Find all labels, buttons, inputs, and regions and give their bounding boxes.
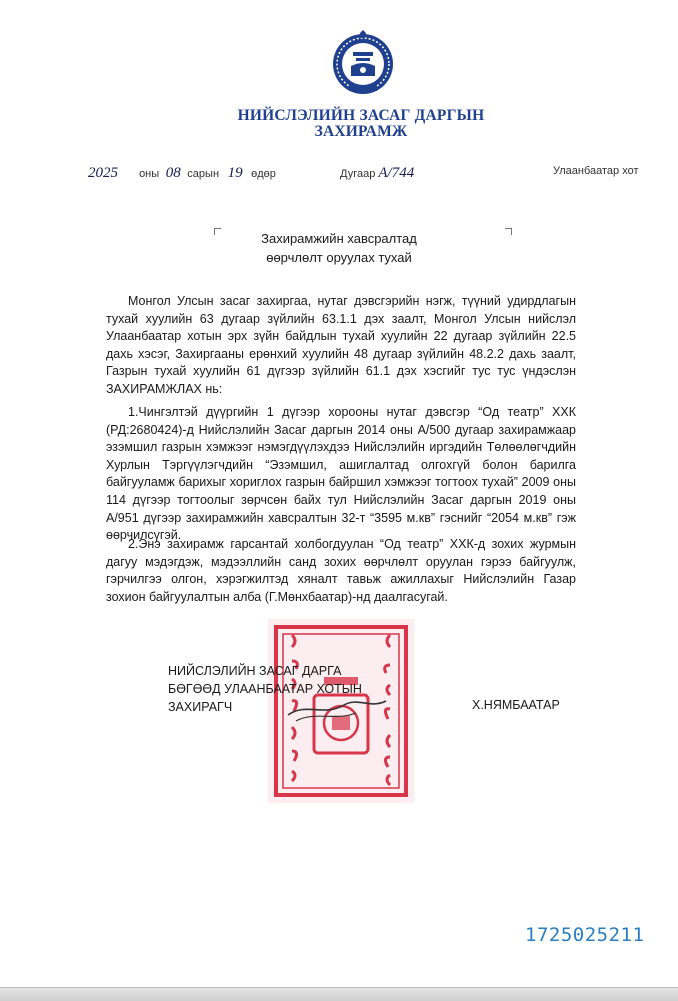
signatory-title-line1: НИЙСЛЭЛИЙН ЗАСАГ ДАРГА: [168, 664, 342, 678]
bottom-scrollbar[interactable]: [0, 987, 678, 1001]
place-field: Улаанбаатар хот: [553, 165, 639, 177]
date-month: 08: [165, 165, 181, 181]
signatory-title-line2: БӨГӨӨД УЛААНБААТАР ХОТЫН: [168, 682, 362, 696]
paragraph-2: 2.Энэ захирамж гарсантай холбогдуулан “Од театр” ХХК-д зохих журмын дагуу мэдэгдэж, мэдээллийн санд зохих өөрчлөлт оруулан гэрээ байгуулж, гэрчилгээ олгон, хэрэгжилтэд хяналт тавьж ажиллахыг Нийслэлийн Газар зохион байгуулалтын алба (Г.Мөнхбаатар)-нд даалгасугай.: [106, 537, 576, 604]
date-year: 2025: [88, 165, 118, 181]
paragraph-preamble: Монгол Улсын засаг захиргаа, нутаг дэвсгэрийн нэгж, түүний удирдлагын тухай хуулийн 63 дугаар зүйлийн 63.1.1 дэх заалт, Монгол Улсын нийслэл Улаанбаатар хотын эрх зүйн байдлын тухай хуулийн 22 дугаар зүйлийн 22.5 дахь хэсэг, Захиргааны ерөнхий хуулийн 48 дугаар зүйлийн 48.2.2 дахь заалт, Газрын тухай хуулийн 61 дүгээр зүйлийн 61.1 дэх хэсгийг тус тус үндэслэн ЗАХИРАМЖЛАХ нь:: [106, 294, 576, 396]
org-name-line2: ЗАХИРАМЖ: [314, 123, 408, 140]
day-word: өдөр: [251, 168, 276, 180]
month-word: сарын: [187, 168, 220, 180]
signatory-title: [168, 662, 362, 716]
subject-line1: Захирамжийн хавсралтад: [261, 231, 417, 246]
signatory-name: Х.НЯМБААТАР: [472, 698, 560, 712]
paragraph-1: 1.Чингэлтэй дүүргийн 1 дүгээр хорооны нутаг дэвсгэр “Од театр” ХХК (РД:2680424)-д Нийслэлийн Засаг даргын 2014 оны А/500 дугаар захирамжаар эзэмшил газрын хэмжээг нэмэгдүүлэхдээ Нийслэлийн иргэдийн Төлөөлөгчдийн Хурлын Тэргүүлэгчдийн “Эзэмшил, ашиглалтад олгохгүй болон барилга байгууламж барихыг хориглох газрын байршил хэмжээг тогтоох тухай” 2009 оны 114 дүгээр тогтоолыг зөрчсөн байх тул Нийслэлийн Засаг даргын 2019 оны А/951 дүгээр захирамжийн хавсралтын 32-т “3595 м.кв” гэснийг “2054 м.кв” гэж өөрчилсүгэй.: [106, 405, 576, 543]
subject-title: [0, 229, 678, 267]
serial-number: 1725025211: [525, 924, 645, 946]
date-field: [88, 165, 276, 182]
year-word: оны: [139, 168, 160, 180]
number-field: [340, 165, 414, 182]
date-day: 19: [227, 165, 243, 181]
signatory-title-line3: ЗАХИРАГЧ: [168, 700, 233, 714]
org-name-line1: НИЙСЛЭЛИЙН ЗАСАГ ДАРГЫН: [237, 107, 485, 124]
state-emblem-icon: [331, 30, 395, 100]
number-label: Дугаар: [340, 168, 376, 180]
subject-line2: өөрчлөлт оруулах тухай: [266, 250, 412, 265]
document-number: А/744: [378, 165, 415, 181]
